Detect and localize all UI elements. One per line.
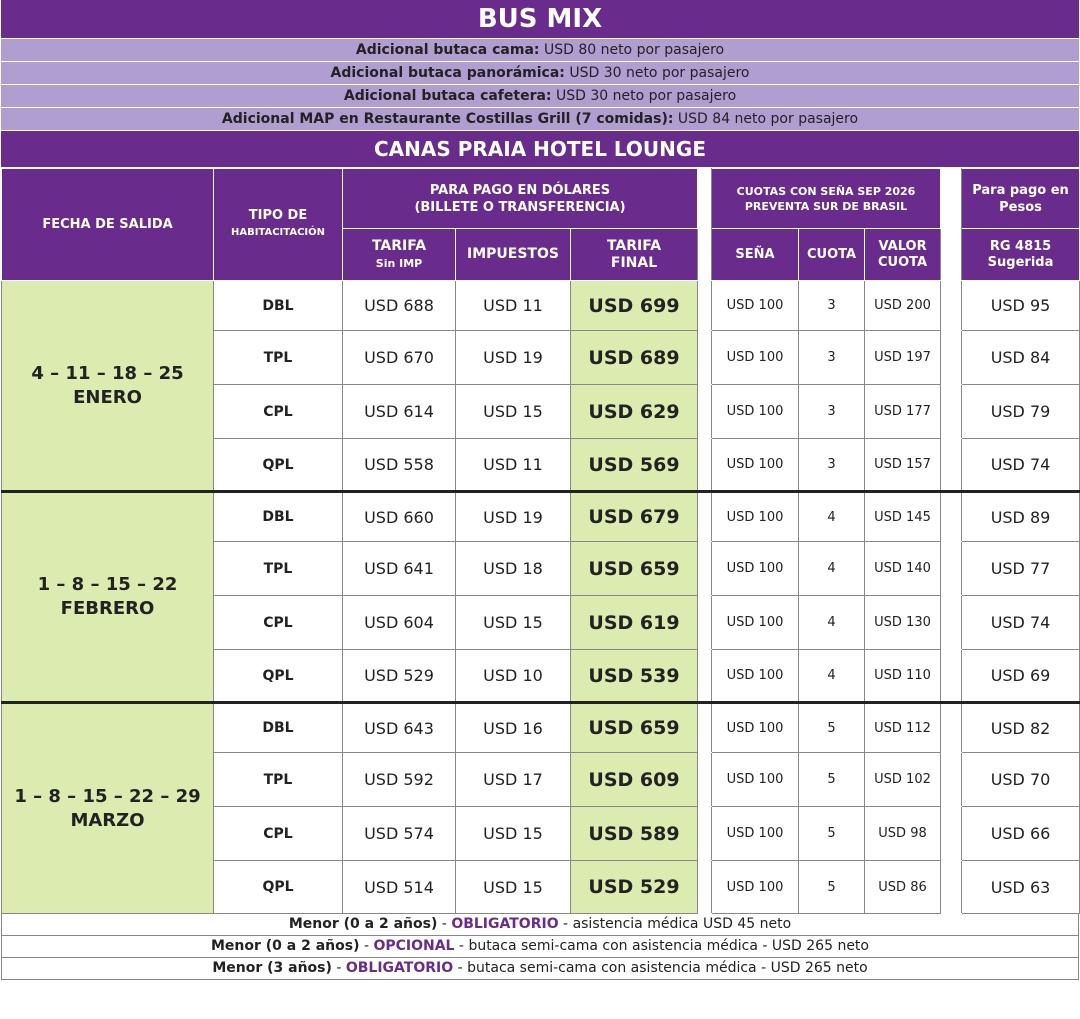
room-type: QPL bbox=[214, 650, 343, 703]
impuestos-cell: USD 10 bbox=[456, 650, 571, 703]
sena-cell: USD 100 bbox=[712, 492, 799, 542]
room-type: CPL bbox=[214, 385, 343, 439]
sena-cell: USD 100 bbox=[712, 439, 799, 492]
note-row bbox=[1, 936, 1079, 958]
tarifa-cell: USD 592 bbox=[343, 753, 456, 807]
pesos-cell: USD 66 bbox=[962, 807, 1080, 861]
header-tarifa-sub: Sin IMP bbox=[375, 256, 423, 270]
room-type: TPL bbox=[214, 753, 343, 807]
tarifa-final-cell: USD 529 bbox=[571, 861, 698, 914]
sena-cell: USD 100 bbox=[712, 753, 799, 807]
sena-cell: USD 100 bbox=[712, 861, 799, 914]
room-type: DBL bbox=[214, 703, 343, 753]
note-text: butaca semi-cama con asistencia médica - USD 265 neto bbox=[467, 960, 868, 976]
tarifa-final-cell: USD 589 bbox=[571, 807, 698, 861]
room-type: CPL bbox=[214, 807, 343, 861]
impuestos-cell: USD 11 bbox=[456, 439, 571, 492]
page-title: BUS MIX bbox=[1, 0, 1079, 39]
rates-table bbox=[1, 168, 1080, 914]
addon-value: USD 84 neto por pasajero bbox=[677, 111, 859, 127]
sena-cell: USD 100 bbox=[712, 650, 799, 703]
tarifa-final-cell: USD 569 bbox=[571, 439, 698, 492]
valor-cuota-cell: USD 112 bbox=[865, 703, 941, 753]
note-who: Menor (3 años) bbox=[212, 960, 332, 976]
pesos-cell: USD 82 bbox=[962, 703, 1080, 753]
header-spacer bbox=[698, 169, 712, 281]
room-type: QPL bbox=[214, 861, 343, 914]
tarifa-final-cell: USD 679 bbox=[571, 492, 698, 542]
header-valor-cuota: VALOR CUOTA bbox=[865, 229, 941, 281]
table-row bbox=[2, 281, 1080, 331]
valor-cuota-cell: USD 145 bbox=[865, 492, 941, 542]
impuestos-cell: USD 15 bbox=[456, 596, 571, 650]
column-spacer bbox=[698, 385, 712, 439]
column-spacer bbox=[941, 331, 962, 385]
tarifa-cell: USD 514 bbox=[343, 861, 456, 914]
column-spacer bbox=[941, 281, 962, 331]
impuestos-cell: USD 11 bbox=[456, 281, 571, 331]
header-cuota: CUOTA bbox=[799, 229, 865, 281]
addon-value: USD 80 neto por pasajero bbox=[543, 42, 725, 58]
column-spacer bbox=[698, 439, 712, 492]
hotel-name: CANAS PRAIA HOTEL LOUNGE bbox=[1, 131, 1079, 168]
impuestos-cell: USD 17 bbox=[456, 753, 571, 807]
tarifa-final-cell: USD 609 bbox=[571, 753, 698, 807]
header-impuestos: IMPUESTOS bbox=[456, 229, 571, 281]
tarifa-final-cell: USD 629 bbox=[571, 385, 698, 439]
sena-cell: USD 100 bbox=[712, 281, 799, 331]
valor-cuota-cell: USD 102 bbox=[865, 753, 941, 807]
sena-cell: USD 100 bbox=[712, 807, 799, 861]
pesos-cell: USD 69 bbox=[962, 650, 1080, 703]
header-tipo-sub: HABITACITACIÓN bbox=[230, 227, 325, 238]
departure-dates bbox=[2, 703, 214, 914]
tarifa-cell: USD 688 bbox=[343, 281, 456, 331]
impuestos-cell: USD 19 bbox=[456, 492, 571, 542]
header-pesos-group: Para pago en Pesos bbox=[962, 169, 1080, 229]
note-status: OBLIGATORIO bbox=[451, 916, 559, 932]
cuota-cell: 3 bbox=[799, 439, 865, 492]
column-spacer bbox=[698, 596, 712, 650]
column-spacer bbox=[698, 281, 712, 331]
pesos-cell: USD 74 bbox=[962, 596, 1080, 650]
pesos-cell: USD 79 bbox=[962, 385, 1080, 439]
column-spacer bbox=[698, 650, 712, 703]
room-type: TPL bbox=[214, 331, 343, 385]
tarifa-final-cell: USD 539 bbox=[571, 650, 698, 703]
table-row bbox=[2, 492, 1080, 542]
room-type: CPL bbox=[214, 596, 343, 650]
sena-cell: USD 100 bbox=[712, 542, 799, 596]
cuota-cell: 5 bbox=[799, 807, 865, 861]
note-text: butaca semi-cama con asistencia médica - USD 265 neto bbox=[468, 938, 869, 954]
tarifa-final-cell: USD 659 bbox=[571, 542, 698, 596]
tarifa-final-cell: USD 699 bbox=[571, 281, 698, 331]
tarifa-cell: USD 529 bbox=[343, 650, 456, 703]
column-spacer bbox=[698, 542, 712, 596]
note-who: Menor (0 a 2 años) bbox=[288, 916, 438, 932]
column-spacer bbox=[698, 807, 712, 861]
note-who: Menor (0 a 2 años) bbox=[210, 938, 360, 954]
pesos-cell: USD 70 bbox=[962, 753, 1080, 807]
column-spacer bbox=[941, 492, 962, 542]
sena-cell: USD 100 bbox=[712, 385, 799, 439]
valor-cuota-cell: USD 197 bbox=[865, 331, 941, 385]
column-spacer bbox=[698, 703, 712, 753]
cuota-cell: 3 bbox=[799, 331, 865, 385]
addon-label: Adicional MAP en Restaurante Costillas Grill (7 comidas): bbox=[221, 111, 674, 127]
column-spacer bbox=[941, 807, 962, 861]
header-tipo-main: TIPO DE bbox=[248, 208, 308, 223]
note-sep: - bbox=[331, 960, 346, 976]
valor-cuota-cell: USD 86 bbox=[865, 861, 941, 914]
addon-label: Adicional butaca panorámica: bbox=[330, 65, 565, 81]
date-days: 4 – 11 – 18 – 25 bbox=[31, 362, 184, 384]
header-fecha: FECHA DE SALIDA bbox=[2, 169, 214, 281]
cuota-cell: 4 bbox=[799, 596, 865, 650]
room-type: TPL bbox=[214, 542, 343, 596]
header-tipo bbox=[214, 169, 343, 281]
impuestos-cell: USD 18 bbox=[456, 542, 571, 596]
tarifa-cell: USD 641 bbox=[343, 542, 456, 596]
tarifa-final-cell: USD 619 bbox=[571, 596, 698, 650]
column-spacer bbox=[941, 861, 962, 914]
tarifa-cell: USD 643 bbox=[343, 703, 456, 753]
header-sena: SEÑA bbox=[712, 229, 799, 281]
column-spacer bbox=[941, 439, 962, 492]
cuota-cell: 4 bbox=[799, 542, 865, 596]
impuestos-cell: USD 16 bbox=[456, 703, 571, 753]
sena-cell: USD 100 bbox=[712, 596, 799, 650]
header-rg: RG 4815 Sugerida bbox=[962, 229, 1080, 281]
tarifa-cell: USD 558 bbox=[343, 439, 456, 492]
impuestos-cell: USD 15 bbox=[456, 861, 571, 914]
column-spacer bbox=[698, 492, 712, 542]
pesos-cell: USD 95 bbox=[962, 281, 1080, 331]
valor-cuota-cell: USD 140 bbox=[865, 542, 941, 596]
header-usd-group: PARA PAGO EN DÓLARES (BILLETE O TRANSFERENCIA) bbox=[343, 169, 698, 229]
addon-value: USD 30 neto por pasajero bbox=[569, 65, 750, 81]
column-spacer bbox=[941, 650, 962, 703]
note-status: OPCIONAL bbox=[373, 938, 455, 954]
note-text: asistencia médica USD 45 neto bbox=[572, 916, 792, 932]
addon-row bbox=[1, 62, 1079, 85]
valor-cuota-cell: USD 177 bbox=[865, 385, 941, 439]
valor-cuota-cell: USD 157 bbox=[865, 439, 941, 492]
header-spacer bbox=[941, 169, 962, 281]
impuestos-cell: USD 15 bbox=[456, 807, 571, 861]
sena-cell: USD 100 bbox=[712, 703, 799, 753]
valor-cuota-cell: USD 110 bbox=[865, 650, 941, 703]
cuota-cell: 5 bbox=[799, 861, 865, 914]
tarifa-cell: USD 574 bbox=[343, 807, 456, 861]
note-sep: - bbox=[359, 938, 374, 954]
room-type: DBL bbox=[214, 281, 343, 331]
header-tarifa-label: TARIFA bbox=[371, 237, 427, 254]
pesos-cell: USD 63 bbox=[962, 861, 1080, 914]
valor-cuota-cell: USD 130 bbox=[865, 596, 941, 650]
tarifa-cell: USD 604 bbox=[343, 596, 456, 650]
column-spacer bbox=[941, 385, 962, 439]
header-tarifa bbox=[343, 229, 456, 281]
addon-row bbox=[1, 85, 1079, 108]
column-spacer bbox=[941, 753, 962, 807]
cuota-cell: 4 bbox=[799, 492, 865, 542]
column-spacer bbox=[941, 703, 962, 753]
column-spacer bbox=[698, 753, 712, 807]
departure-dates bbox=[2, 492, 214, 703]
date-month: MARZO bbox=[70, 809, 145, 831]
date-days: 1 – 8 – 15 – 22 bbox=[37, 574, 178, 595]
tarifa-cell: USD 670 bbox=[343, 331, 456, 385]
cuota-cell: 5 bbox=[799, 703, 865, 753]
valor-cuota-cell: USD 98 bbox=[865, 807, 941, 861]
addon-value: USD 30 neto por pasajero bbox=[556, 88, 737, 104]
date-days: 1 – 8 – 15 – 22 – 29 bbox=[14, 785, 201, 807]
header-cuotas-group: CUOTAS CON SEÑA SEP 2026 PREVENTA SUR DE BRASIL bbox=[712, 169, 941, 229]
room-type: QPL bbox=[214, 439, 343, 492]
date-month: FEBRERO bbox=[60, 598, 155, 619]
date-month: ENERO bbox=[73, 386, 142, 408]
room-type: DBL bbox=[214, 492, 343, 542]
column-spacer bbox=[698, 331, 712, 385]
rates-body bbox=[2, 281, 1080, 914]
cuota-cell: 4 bbox=[799, 650, 865, 703]
tarifa-cell: USD 614 bbox=[343, 385, 456, 439]
tarifa-cell: USD 660 bbox=[343, 492, 456, 542]
valor-cuota-cell: USD 200 bbox=[865, 281, 941, 331]
note-row bbox=[1, 914, 1079, 936]
departure-dates bbox=[2, 281, 214, 492]
header-tarifa-final: TARIFA FINAL bbox=[571, 229, 698, 281]
note-sep: - bbox=[437, 916, 452, 932]
column-spacer bbox=[941, 542, 962, 596]
note-sep: - bbox=[453, 960, 468, 976]
column-spacer bbox=[941, 596, 962, 650]
cuota-cell: 3 bbox=[799, 385, 865, 439]
note-row bbox=[1, 958, 1079, 980]
price-sheet bbox=[1, 0, 1079, 980]
addon-row bbox=[1, 108, 1079, 131]
addon-row bbox=[1, 39, 1079, 62]
pesos-cell: USD 77 bbox=[962, 542, 1080, 596]
addon-label: Adicional butaca cama: bbox=[355, 42, 540, 58]
impuestos-cell: USD 15 bbox=[456, 385, 571, 439]
pesos-cell: USD 84 bbox=[962, 331, 1080, 385]
addon-label: Adicional butaca cafetera: bbox=[343, 88, 552, 104]
table-row bbox=[2, 703, 1080, 753]
column-spacer bbox=[698, 861, 712, 914]
tarifa-final-cell: USD 659 bbox=[571, 703, 698, 753]
pesos-cell: USD 74 bbox=[962, 439, 1080, 492]
cuota-cell: 3 bbox=[799, 281, 865, 331]
sena-cell: USD 100 bbox=[712, 331, 799, 385]
note-status: OBLIGATORIO bbox=[345, 960, 454, 976]
note-sep: - bbox=[558, 916, 573, 932]
tarifa-final-cell: USD 689 bbox=[571, 331, 698, 385]
pesos-cell: USD 89 bbox=[962, 492, 1080, 542]
note-sep: - bbox=[454, 938, 469, 954]
cuota-cell: 5 bbox=[799, 753, 865, 807]
impuestos-cell: USD 19 bbox=[456, 331, 571, 385]
